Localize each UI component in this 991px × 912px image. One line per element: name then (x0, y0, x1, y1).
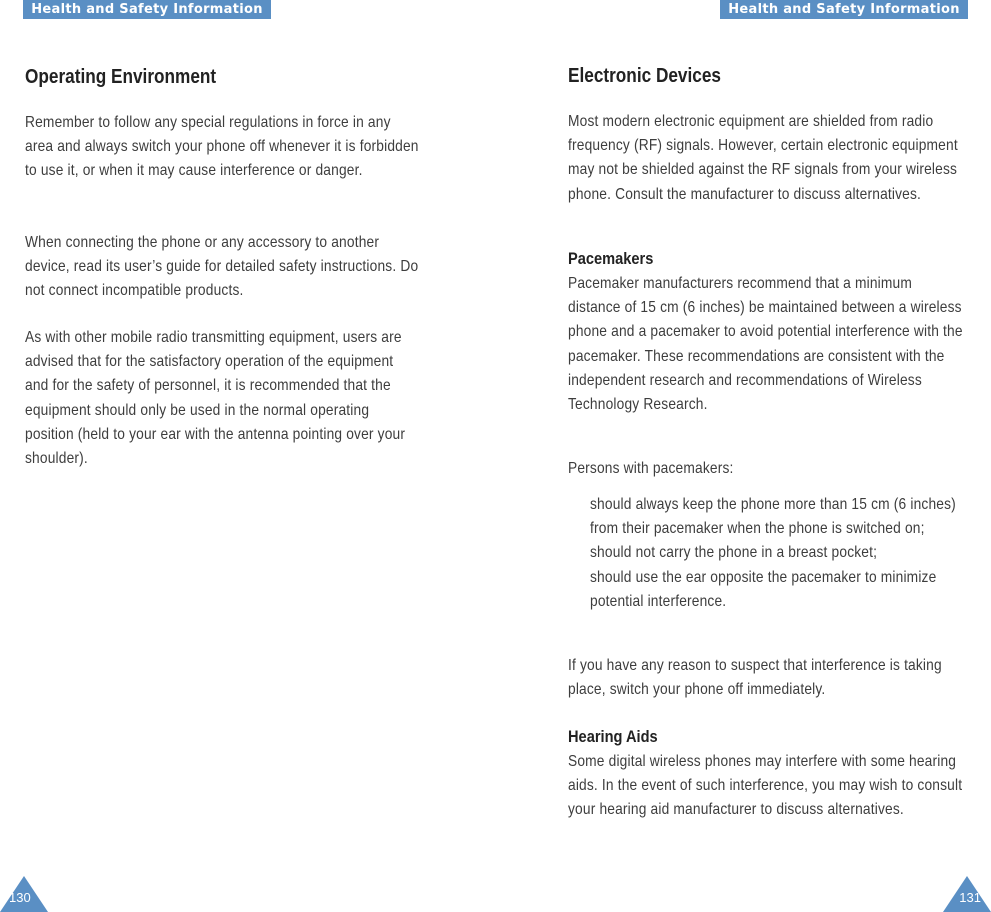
operating-environment-title: Operating Environment (25, 66, 217, 88)
hearing-aids-text-block (568, 750, 991, 823)
pacemakers-text: Pacemaker manufacturers recommend that a minimum distance of 15 cm (6 inches) be maintained between a wireless phone and a pacemaker to avoid potential interference with the pacemaker. These recommendations are consistent with the independent research and recommendations of Wireless Technology Research. (568, 275, 963, 414)
left-page-number: 130 (9, 890, 31, 905)
hearing-aids-text: Some digital wireless phones may interfere with some hearing aids. In the event of such interference, you may wish to consult your hearing aid manufacturer to discuss alternatives. (568, 753, 963, 819)
left-paragraph-2: When connecting the phone or any accessory to another device, read its user’s guide for detailed safety instructions. Do not connect incompatible products. (25, 234, 419, 300)
left-paragraph-3: As with other mobile radio transmitting equipment, users are advised that for the satisfactory operation of the equipment and for the safety of personnel, it is recommended that the equipment should only be used in the normal operating position (held to your ear with the antenna pointing over your shoulder). (25, 329, 406, 468)
right-page (495, 0, 991, 912)
left-paragraph-1: Remember to follow any special regulations in force in any area and always switch your phone off whenever it is forbidden to use it, or when it may cause interference or danger. (25, 114, 419, 180)
left-page (0, 0, 495, 912)
electronic-devices-title: Electronic Devices (568, 65, 721, 87)
suspect-interference-text: If you have any reason to suspect that interference is taking place, switch your phone off immediately. (568, 657, 942, 699)
left-paragraph-2-block (25, 231, 485, 304)
pacemakers-heading: Pacemakers (568, 249, 654, 268)
pacemakers-text-block (568, 272, 991, 417)
electronic-devices-intro: Most modern electronic equipment are shielded from radio frequency (RF) signals. However, certain electronic equipment may not be shielded against the RF signals from your wireless phone. Consult the manufacturer to discuss alternatives. (568, 113, 958, 203)
hearing-aids-heading: Hearing Aids (568, 727, 658, 746)
left-paragraph-1-block (25, 111, 485, 184)
right-page-number: 131 (959, 890, 981, 905)
list-item: should not carry the phone in a breast pocket; (590, 544, 878, 562)
persons-with-pacemakers-intro: Persons with pacemakers: (568, 460, 734, 477)
list-item: should always keep the phone more than 15 cm (6 inches) from their pacemaker when the phone is switched on; (590, 496, 956, 538)
right-header-bar: Health and Safety Information (720, 0, 968, 19)
electronic-devices-intro-block (568, 110, 991, 207)
left-header-bar: Health and Safety Information (23, 0, 271, 19)
left-paragraph-3-block (25, 326, 485, 471)
pacemaker-bullet-list (590, 493, 968, 614)
suspect-interference-block (568, 654, 991, 702)
list-item: should use the ear opposite the pacemaker to minimize potential interference. (590, 568, 937, 610)
persons-intro-block (568, 457, 991, 481)
